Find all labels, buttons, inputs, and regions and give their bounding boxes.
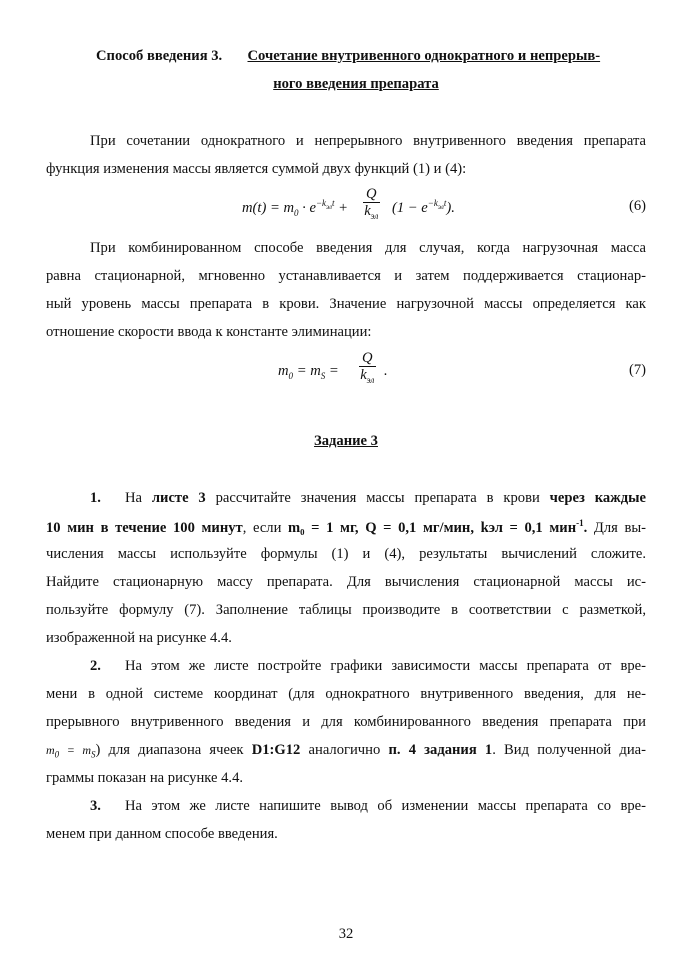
eq7-ms-sub: S [320, 370, 326, 381]
item3-l1: На этом же листе напишите вывод об изменении массы препарата со вре- [124, 798, 646, 814]
item1-l1c: рассчитайте значения массы препарата в крови [205, 490, 550, 506]
item2-m0-sub: 0 [54, 749, 60, 760]
eq6-exp2: −k [427, 198, 438, 208]
eq7-m0-sub: 0 [288, 370, 294, 381]
eq6-plus: + [338, 199, 349, 216]
item2-line2: мени в одной системе координат (для однократного внутривенного введения, для не- [46, 686, 646, 702]
eq6-frac-num: Q [363, 186, 380, 203]
eq7-frac-den-sub: эл [366, 374, 375, 385]
item2-line4 [46, 742, 646, 759]
item1-l1a: На [124, 490, 152, 506]
eq6-frac-den: k [364, 203, 371, 219]
eq7-frac-den: k [360, 367, 367, 383]
item1-line6: изображенной на рисунке 4.4. [46, 630, 232, 646]
page-number: 32 [338, 926, 354, 942]
eq6-lhs-sub: 0 [294, 207, 299, 218]
item1-l2e: Для вы- [587, 519, 647, 536]
item2-line5: граммы показан на рисунке 4.4. [46, 770, 244, 786]
item1-l2a: 10 мин в течение 100 минут [46, 519, 243, 536]
item1-line1 [46, 490, 646, 507]
eq6-dot-e: · e [298, 199, 316, 216]
equation-6 [242, 188, 646, 228]
eq6-exp1-sub: эл [326, 202, 332, 211]
item1-line5: пользуйте формулу (7). Заполнение таблицы производите в соответствии с разметкой, [46, 602, 646, 618]
eq6-exp1: −k [315, 198, 327, 208]
eq7-dot: . [384, 363, 388, 379]
eq6-exp2-sub: эл [437, 202, 444, 211]
task-title-wrap [46, 433, 646, 450]
item1-line3: числения массы используйте формулы (1) и (4), результаты вычислений сложите. [46, 546, 646, 562]
eq7-number: (7) [628, 362, 646, 378]
eq6-exp2-t: t [443, 198, 447, 208]
item2-line3: прерывного внутривенного введения и для комбинированного введения препарата при [46, 714, 646, 730]
item3-line2: менем при данном способе введения. [46, 826, 278, 842]
item2-l1: На этом же листе постройте графики зависимости массы препарата от вре- [124, 658, 646, 674]
eq6-lhs: m(t) = m [242, 199, 294, 216]
item1-line4: Найдите стационарную массу препарата. Для вычисления стационарной массы ис- [46, 574, 646, 590]
equation-7 [278, 350, 646, 390]
item1-l2d: . [583, 519, 588, 536]
item2-eq: = m [59, 743, 92, 757]
heading-title-line1: Сочетание внутривенного однократного и непрерыв- [247, 48, 601, 64]
para1-line1: При сочетании однократного и непрерывного внутривенного введения препарата [90, 133, 646, 149]
item1-l1b: листе 3 [151, 490, 206, 506]
heading-title-line2-wrap [241, 76, 471, 93]
item2-line1 [46, 658, 646, 675]
eq7-m0: m [278, 363, 289, 379]
item2-number: 2. [90, 658, 101, 674]
para2-line3: ный уровень массы препарата в крови. Значение нагрузочной массы определяется как [46, 296, 646, 312]
item2-l4c: аналогично [300, 742, 389, 758]
para1-line2: функция изменения массы является суммой двух функций (1) и (4): [46, 161, 467, 177]
para2-line4: отношение скорости ввода к константе элиминации: [46, 324, 372, 340]
item1-number: 1. [90, 490, 101, 506]
eq7-fraction [359, 350, 376, 388]
item2-l4e: . Вид полученной диа- [492, 742, 646, 758]
eq6-exp1-t: t [331, 198, 335, 208]
item2-l4b: D1:G12 [251, 742, 301, 758]
eq6-frac-den-sub: эл [370, 210, 379, 221]
item3-line1 [46, 798, 646, 815]
item2-l4d: п. 4 задания 1 [388, 742, 493, 758]
item2-ms-sub: S [91, 749, 96, 760]
item3-number: 3. [90, 798, 101, 814]
item1-l1d: через каждые [549, 490, 647, 506]
eq6-fraction [363, 186, 380, 224]
heading-title-line2: ного введения препарата [273, 76, 439, 92]
eq7-frac-num: Q [359, 350, 376, 367]
item1-line2 [46, 518, 646, 537]
eq6-close: ). [446, 199, 455, 216]
item2-l4a: ) для диапазона ячеек [95, 742, 252, 758]
item1-l2b: , если [242, 519, 289, 536]
section-heading [96, 48, 646, 65]
item1-l2c: m₀ = 1 мг, Q = 0,1 мг/мин, kэл = 0,1 мин [288, 519, 577, 536]
para2-line2: равна стационарной, мгновенно устанавливается и затем поддерживается стационар- [46, 268, 646, 284]
para2-line1: При комбинированном способе введения для случая, когда нагрузочная масса [90, 240, 646, 256]
eq6-paren: (1 − e [392, 199, 428, 216]
eq6-number: (6) [628, 198, 646, 214]
eq7-eq1: = m [293, 363, 321, 379]
item1-l2sup: -1 [576, 518, 584, 528]
heading-label: Способ введения 3. [96, 48, 223, 64]
task-title: Задание 3 [314, 433, 378, 449]
eq7-eq2: = [325, 363, 339, 379]
item2-m0: m [46, 743, 55, 757]
